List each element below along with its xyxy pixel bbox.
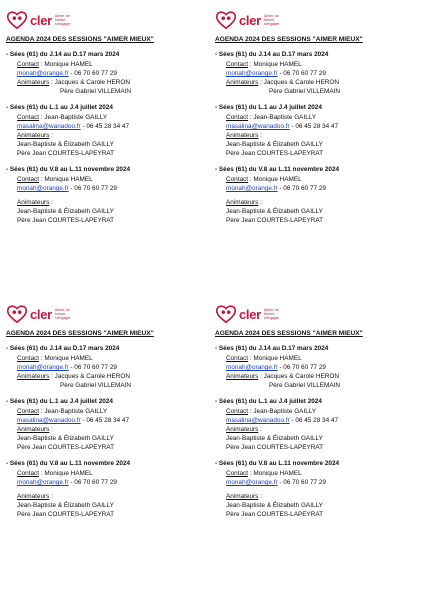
animators-line-1: Jean-Baptiste & Élizabeth GAILLY	[226, 435, 323, 442]
session-block	[215, 460, 411, 519]
contact-label: Contact	[17, 470, 40, 477]
email-link[interactable]: masalina@wanadoo.fr	[17, 417, 81, 424]
contact-label: Contact	[226, 114, 249, 121]
heart-people-icon	[6, 304, 28, 324]
contact-name: : Monique HAMEL	[39, 355, 93, 362]
animators-line-2: Père Jean COURTES-LAPEYRAT	[17, 217, 115, 224]
session-block	[6, 460, 202, 519]
animators-colon: :	[258, 493, 262, 500]
animators-colon: :	[258, 199, 262, 206]
session-heading: - Sées (61) du V.8 au L.11 novembre 2024	[6, 166, 131, 173]
animators-label: Animateurs	[226, 373, 259, 380]
animators-colon: :	[258, 132, 262, 139]
agenda-card	[6, 302, 202, 519]
logo-tagline: Aimer, se former, s'engager	[263, 13, 280, 27]
animators-line-2: Père Jean COURTES-LAPEYRAT	[226, 150, 324, 157]
agenda-title: AGENDA 2024 DES SESSIONS "AIMER MIEUX"	[215, 330, 363, 337]
animators-line-2: Père Jean COURTES-LAPEYRAT	[226, 511, 324, 518]
animators-line-2: Père Jean COURTES-LAPEYRAT	[226, 217, 324, 224]
session-heading: - Sées (61) du L.1 au J.4 juillet 2024	[6, 398, 113, 405]
animators-line-2: Père Jean COURTES-LAPEYRAT	[17, 444, 115, 451]
cler-logo	[215, 302, 411, 326]
agenda-card	[6, 8, 202, 225]
animators-colon: :	[49, 493, 53, 500]
animators-line-1: Jean-Baptiste & Élizabeth GAILLY	[226, 208, 323, 215]
session-block	[6, 166, 202, 225]
email-link[interactable]: masalina@wanadoo.fr	[226, 417, 290, 424]
session-block	[215, 166, 411, 225]
phone-number: - 06 70 60 77 29	[277, 479, 326, 486]
session-block	[215, 51, 411, 96]
agenda-title: AGENDA 2024 DES SESSIONS "AIMER MIEUX"	[6, 330, 154, 337]
contact-label: Contact	[226, 176, 249, 183]
animators-label: Animateurs	[226, 199, 259, 206]
animators-label: Animateurs	[17, 79, 50, 86]
animators-line-1: Jean-Baptiste & Élizabeth GAILLY	[226, 141, 323, 148]
contact-name: : Jean-Baptiste GAILLY	[248, 408, 317, 415]
cler-logo	[6, 302, 202, 326]
logo-wordmark: cler	[30, 12, 52, 28]
contact-name: : Jean-Baptiste GAILLY	[39, 408, 108, 415]
animators-line-2: Père Gabriel VILLEMAIN	[269, 382, 341, 389]
animators-line-2: Père Gabriel VILLEMAIN	[60, 382, 132, 389]
session-heading: - Sées (61) du J.14 au D.17 mars 2024	[215, 51, 329, 58]
logo-tagline: Aimer, se former, s'engager	[54, 307, 71, 321]
animators-line-1: : Jacques & Carole HERON	[49, 373, 130, 380]
contact-label: Contact	[226, 470, 249, 477]
email-link[interactable]: monah@orange.fr	[17, 364, 69, 371]
email-link[interactable]: monah@orange.fr	[17, 479, 69, 486]
agenda-card	[215, 302, 411, 519]
animators-line-1: : Jacques & Carole HERON	[258, 373, 339, 380]
heart-people-icon	[215, 304, 237, 324]
email-link[interactable]: masalina@wanadoo.fr	[17, 123, 81, 130]
contact-label: Contact	[226, 408, 249, 415]
contact-name: : Jean-Baptiste GAILLY	[39, 114, 108, 121]
session-block	[215, 345, 411, 390]
phone-number: - 06 45 28 34 47	[80, 123, 130, 130]
animators-colon: :	[49, 426, 53, 433]
email-link[interactable]: monah@orange.fr	[17, 185, 69, 192]
session-heading: - Sées (61) du V.8 au L.11 novembre 2024	[6, 460, 131, 467]
animators-label: Animateurs	[226, 132, 259, 139]
animators-colon: :	[258, 426, 262, 433]
animators-line-1: Jean-Baptiste & Élizabeth GAILLY	[226, 502, 323, 509]
email-link[interactable]: masalina@wanadoo.fr	[226, 123, 290, 130]
animators-line-2: Père Jean COURTES-LAPEYRAT	[226, 444, 324, 451]
heart-people-icon	[6, 10, 28, 30]
contact-name: : Monique HAMEL	[248, 470, 302, 477]
animators-label: Animateurs	[17, 426, 50, 433]
agenda-title: AGENDA 2024 DES SESSIONS "AIMER MIEUX"	[6, 36, 154, 43]
cler-logo	[215, 8, 411, 32]
animators-line-1: Jean-Baptiste & Élizabeth GAILLY	[17, 141, 114, 148]
phone-number: - 06 70 60 77 29	[277, 70, 326, 77]
contact-label: Contact	[226, 355, 249, 362]
logo-wordmark: cler	[30, 306, 52, 322]
animators-label: Animateurs	[17, 373, 50, 380]
animators-label: Animateurs	[226, 426, 259, 433]
animators-line-2: Père Gabriel VILLEMAIN	[60, 88, 132, 95]
phone-number: - 06 70 60 77 29	[277, 185, 326, 192]
email-link[interactable]: monah@orange.fr	[226, 364, 278, 371]
contact-label: Contact	[226, 61, 249, 68]
contact-label: Contact	[17, 408, 40, 415]
contact-name: : Monique HAMEL	[248, 355, 302, 362]
contact-name: : Jean-Baptiste GAILLY	[248, 114, 317, 121]
email-link[interactable]: monah@orange.fr	[226, 70, 278, 77]
email-link[interactable]: monah@orange.fr	[226, 479, 278, 486]
session-heading: - Sées (61) du L.1 au J.4 juillet 2024	[215, 398, 322, 405]
session-heading: - Sées (61) du J.14 au D.17 mars 2024	[6, 51, 120, 58]
animators-label: Animateurs	[226, 493, 259, 500]
phone-number: - 06 45 28 34 47	[80, 417, 130, 424]
logo-wordmark: cler	[239, 12, 261, 28]
contact-name: : Monique HAMEL	[39, 470, 93, 477]
email-link[interactable]: monah@orange.fr	[17, 70, 69, 77]
contact-name: : Monique HAMEL	[248, 61, 302, 68]
session-block	[6, 345, 202, 390]
session-heading: - Sées (61) du V.8 au L.11 novembre 2024	[215, 460, 340, 467]
session-heading: - Sées (61) du L.1 au J.4 juillet 2024	[6, 104, 113, 111]
animators-line-1: Jean-Baptiste & Élizabeth GAILLY	[17, 435, 114, 442]
animators-line-2: Père Jean COURTES-LAPEYRAT	[17, 150, 115, 157]
contact-label: Contact	[17, 355, 40, 362]
heart-people-icon	[215, 10, 237, 30]
animators-label: Animateurs	[17, 199, 50, 206]
contact-label: Contact	[17, 176, 40, 183]
contact-label: Contact	[17, 61, 40, 68]
animators-colon: :	[49, 199, 53, 206]
contact-name: : Monique HAMEL	[39, 61, 93, 68]
phone-number: - 06 70 60 77 29	[68, 479, 117, 486]
agenda-title: AGENDA 2024 DES SESSIONS "AIMER MIEUX"	[215, 36, 363, 43]
logo-wordmark: cler	[239, 306, 261, 322]
session-heading: - Sées (61) du J.14 au D.17 mars 2024	[6, 345, 120, 352]
agenda-card	[215, 8, 411, 225]
session-block	[215, 398, 411, 452]
contact-name: : Monique HAMEL	[248, 176, 302, 183]
contact-label: Contact	[17, 114, 40, 121]
animators-line-1: Jean-Baptiste & Élizabeth GAILLY	[17, 502, 114, 509]
phone-number: - 06 45 28 34 47	[289, 417, 339, 424]
logo-tagline: Aimer, se former, s'engager	[263, 307, 280, 321]
logo-tagline: Aimer, se former, s'engager	[54, 13, 71, 27]
animators-line-1: : Jacques & Carole HERON	[49, 79, 130, 86]
animators-line-2: Père Gabriel VILLEMAIN	[269, 88, 341, 95]
animators-line-1: Jean-Baptiste & Élizabeth GAILLY	[17, 208, 114, 215]
phone-number: - 06 70 60 77 29	[68, 364, 117, 371]
animators-line-1: : Jacques & Carole HERON	[258, 79, 339, 86]
session-heading: - Sées (61) du V.8 au L.11 novembre 2024	[215, 166, 340, 173]
session-heading: - Sées (61) du J.14 au D.17 mars 2024	[215, 345, 329, 352]
animators-line-2: Père Jean COURTES-LAPEYRAT	[17, 511, 115, 518]
session-block	[6, 104, 202, 158]
animators-label: Animateurs	[17, 132, 50, 139]
session-block	[6, 398, 202, 452]
contact-name: : Monique HAMEL	[39, 176, 93, 183]
phone-number: - 06 45 28 34 47	[289, 123, 339, 130]
animators-label: Animateurs	[17, 493, 50, 500]
animators-colon: :	[49, 132, 53, 139]
phone-number: - 06 70 60 77 29	[277, 364, 326, 371]
phone-number: - 06 70 60 77 29	[68, 70, 117, 77]
phone-number: - 06 70 60 77 29	[68, 185, 117, 192]
cler-logo	[6, 8, 202, 32]
animators-label: Animateurs	[226, 79, 259, 86]
session-block	[6, 51, 202, 96]
session-heading: - Sées (61) du L.1 au J.4 juillet 2024	[215, 104, 322, 111]
session-block	[215, 104, 411, 158]
email-link[interactable]: monah@orange.fr	[226, 185, 278, 192]
